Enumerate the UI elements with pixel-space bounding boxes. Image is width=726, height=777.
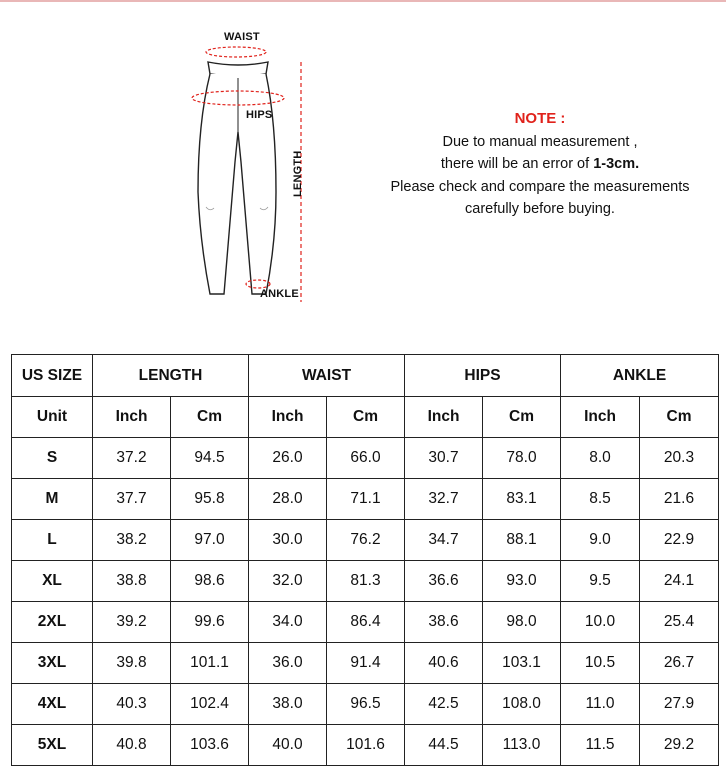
cell-ankle-cm: 25.4 (640, 602, 719, 643)
note-error-range: 1-3cm. (593, 156, 640, 172)
cell-waist-cm: 86.4 (327, 602, 405, 643)
cell-length-cm: 97.0 (171, 520, 249, 561)
note-title: NOTE : (514, 110, 566, 127)
cell-length-inch: 39.2 (93, 602, 171, 643)
cell-hips-inch: 40.6 (405, 643, 483, 684)
cell-length-inch: 40.3 (93, 684, 171, 725)
table-unit-row (12, 397, 719, 438)
unit-label: Unit (12, 397, 93, 438)
cell-length-cm: 99.6 (171, 602, 249, 643)
cell-hips-cm: 108.0 (483, 684, 561, 725)
cell-length-inch: 38.8 (93, 561, 171, 602)
cell-hips-inch: 34.7 (405, 520, 483, 561)
note-line-2-text: there will be an error of (440, 156, 594, 172)
table-row (12, 479, 719, 520)
note-line-3: Please check and compare the measurements (390, 178, 690, 195)
cell-hips-cm: 113.0 (483, 725, 561, 766)
leggings-diagram (180, 22, 330, 312)
cell-ankle-inch: 9.0 (561, 520, 640, 561)
waist-label: WAIST (224, 31, 260, 43)
cell-ankle-cm: 20.3 (640, 438, 719, 479)
cell-length-cm: 98.6 (171, 561, 249, 602)
cell-length-cm: 95.8 (171, 479, 249, 520)
table-row (12, 602, 719, 643)
table-row (12, 643, 719, 684)
cell-hips-cm: 83.1 (483, 479, 561, 520)
cell-length-inch: 37.7 (93, 479, 171, 520)
cell-waist-inch: 30.0 (249, 520, 327, 561)
size-cell: 5XL (12, 725, 93, 766)
cell-length-cm: 101.1 (171, 643, 249, 684)
size-chart-table (11, 354, 719, 766)
cell-ankle-inch: 11.0 (561, 684, 640, 725)
cell-waist-cm: 66.0 (327, 438, 405, 479)
cell-hips-cm: 98.0 (483, 602, 561, 643)
size-cell: S (12, 438, 93, 479)
cell-hips-inch: 30.7 (405, 438, 483, 479)
cell-waist-cm: 71.1 (327, 479, 405, 520)
cell-waist-inch: 40.0 (249, 725, 327, 766)
cell-ankle-inch: 11.5 (561, 725, 640, 766)
size-cell: 3XL (12, 643, 93, 684)
unit-ankle-cm: Cm (640, 397, 719, 438)
header-ankle: ANKLE (561, 355, 719, 397)
unit-ankle-inch: Inch (561, 397, 640, 438)
cell-waist-cm: 76.2 (327, 520, 405, 561)
table-row (12, 561, 719, 602)
table-header-row (12, 355, 719, 397)
unit-length-cm: Cm (171, 397, 249, 438)
unit-length-inch: Inch (93, 397, 171, 438)
cell-length-inch: 40.8 (93, 725, 171, 766)
cell-length-inch: 37.2 (93, 438, 171, 479)
cell-hips-inch: 42.5 (405, 684, 483, 725)
measurement-note (370, 108, 710, 221)
size-cell: L (12, 520, 93, 561)
cell-ankle-inch: 8.0 (561, 438, 640, 479)
cell-ankle-inch: 8.5 (561, 479, 640, 520)
cell-waist-inch: 34.0 (249, 602, 327, 643)
cell-length-inch: 39.8 (93, 643, 171, 684)
note-line-4: carefully before buying. (465, 201, 615, 217)
cell-ankle-cm: 26.7 (640, 643, 719, 684)
cell-ankle-cm: 29.2 (640, 725, 719, 766)
top-border-line (0, 0, 726, 2)
length-label: LENGTH (292, 150, 304, 197)
cell-ankle-cm: 22.9 (640, 520, 719, 561)
cell-waist-inch: 32.0 (249, 561, 327, 602)
unit-waist-inch: Inch (249, 397, 327, 438)
cell-hips-cm: 78.0 (483, 438, 561, 479)
header-us-size: US SIZE (12, 355, 93, 397)
cell-length-cm: 102.4 (171, 684, 249, 725)
cell-hips-cm: 88.1 (483, 520, 561, 561)
ankle-label: ANKLE (260, 288, 299, 300)
header-waist: WAIST (249, 355, 405, 397)
size-cell: M (12, 479, 93, 520)
table-row (12, 725, 719, 766)
cell-waist-inch: 26.0 (249, 438, 327, 479)
table-row (12, 520, 719, 561)
note-line-1: Due to manual measurement , (442, 133, 638, 150)
cell-waist-cm: 101.6 (327, 725, 405, 766)
cell-ankle-cm: 27.9 (640, 684, 719, 725)
cell-hips-inch: 44.5 (405, 725, 483, 766)
cell-ankle-cm: 24.1 (640, 561, 719, 602)
unit-hips-inch: Inch (405, 397, 483, 438)
unit-hips-cm: Cm (483, 397, 561, 438)
cell-length-inch: 38.2 (93, 520, 171, 561)
leggings-outline-icon (180, 22, 330, 312)
cell-ankle-inch: 10.5 (561, 643, 640, 684)
cell-hips-cm: 103.1 (483, 643, 561, 684)
note-line-2 (370, 153, 710, 176)
cell-waist-cm: 96.5 (327, 684, 405, 725)
cell-hips-inch: 38.6 (405, 602, 483, 643)
cell-hips-cm: 93.0 (483, 561, 561, 602)
size-cell: 4XL (12, 684, 93, 725)
cell-length-cm: 103.6 (171, 725, 249, 766)
size-cell: 2XL (12, 602, 93, 643)
cell-ankle-inch: 9.5 (561, 561, 640, 602)
cell-ankle-cm: 21.6 (640, 479, 719, 520)
header-hips: HIPS (405, 355, 561, 397)
cell-waist-cm: 81.3 (327, 561, 405, 602)
table-row (12, 438, 719, 479)
cell-waist-inch: 38.0 (249, 684, 327, 725)
cell-hips-inch: 36.6 (405, 561, 483, 602)
cell-waist-cm: 91.4 (327, 643, 405, 684)
cell-length-cm: 94.5 (171, 438, 249, 479)
header-length: LENGTH (93, 355, 249, 397)
table-row (12, 684, 719, 725)
size-cell: XL (12, 561, 93, 602)
hips-label: HIPS (246, 109, 273, 121)
cell-hips-inch: 32.7 (405, 479, 483, 520)
cell-ankle-inch: 10.0 (561, 602, 640, 643)
cell-waist-inch: 28.0 (249, 479, 327, 520)
unit-waist-cm: Cm (327, 397, 405, 438)
cell-waist-inch: 36.0 (249, 643, 327, 684)
